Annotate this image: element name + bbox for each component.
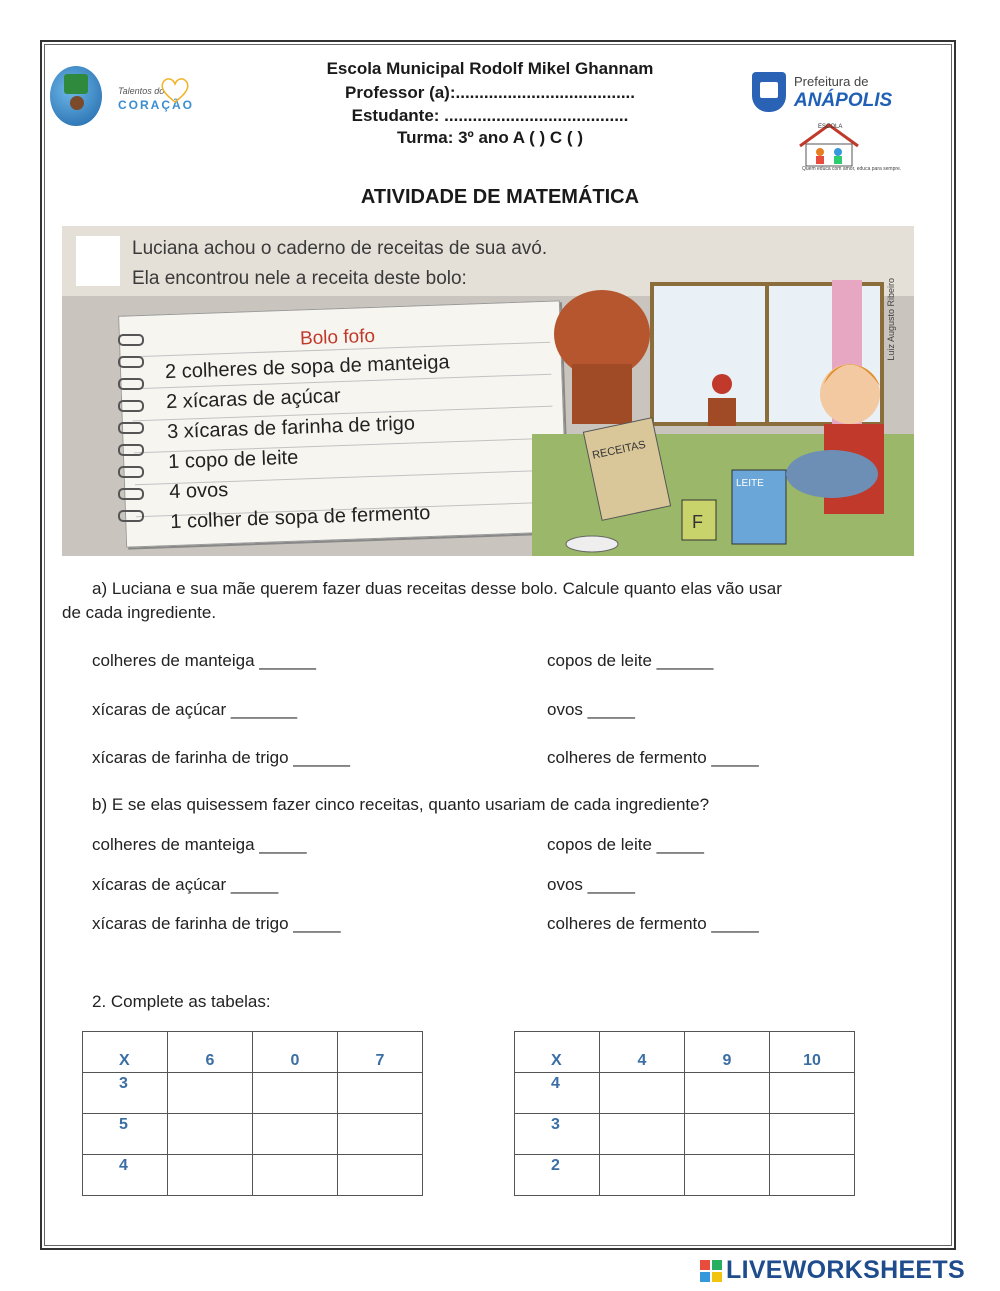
escola-label: ESCOLA (818, 124, 843, 130)
book-label: RECEITAS (591, 438, 647, 462)
prefeitura-label: Prefeitura de (794, 74, 869, 89)
book-icon (64, 74, 88, 94)
column-header: 7 (338, 1032, 423, 1073)
answer-b-leite[interactable]: copos de leite _____ (547, 835, 704, 854)
spiral-ring (118, 378, 144, 390)
cup (566, 536, 618, 552)
answer-cell[interactable] (685, 1073, 770, 1114)
column-header: 4 (600, 1032, 685, 1073)
answer-cell[interactable] (600, 1114, 685, 1155)
table-corner: X (83, 1032, 168, 1073)
answer-b-manteiga[interactable]: colheres de manteiga _____ (92, 835, 307, 854)
answer-a-farinha[interactable]: xícaras de farinha de trigo ______ (92, 748, 351, 767)
column-header: 6 (168, 1032, 253, 1073)
answer-cell[interactable] (685, 1155, 770, 1196)
answer-cell[interactable] (168, 1114, 253, 1155)
child-icon (70, 96, 84, 110)
ingredient-item: 2 xícaras de açúcar (165, 385, 341, 414)
answer-cell[interactable] (338, 1155, 423, 1196)
liveworksheets-label: LIVEWORKSHEETS (726, 1256, 965, 1284)
multiplication-table-2 (514, 1031, 855, 1196)
recipe-illustration (62, 226, 914, 556)
answer-cell[interactable] (770, 1073, 855, 1114)
multiplication-table-1 (82, 1031, 423, 1196)
anapolis-label: ANÁPOLIS (794, 90, 893, 111)
answer-cell[interactable] (685, 1114, 770, 1155)
answer-a-leite[interactable]: copos de leite ______ (547, 651, 714, 670)
answer-a-acucar[interactable]: xícaras de açúcar _______ (92, 700, 298, 719)
row-header: 3 (83, 1073, 168, 1114)
answer-cell[interactable] (338, 1073, 423, 1114)
recipe-notebook (118, 300, 568, 547)
spiral-ring (118, 422, 144, 434)
logo-square-icon (700, 1260, 710, 1270)
column-header: 10 (770, 1032, 855, 1073)
answer-cell[interactable] (770, 1155, 855, 1196)
answer-cell[interactable] (253, 1073, 338, 1114)
casa-motto: Quem educa com amor, educa para sempre. (802, 166, 902, 172)
answer-a-fermento[interactable]: colheres de fermento _____ (547, 748, 759, 767)
row-header: 4 (515, 1073, 600, 1114)
question-a-line-2: de cada ingrediente. (62, 603, 217, 622)
ingredient-item: 2 colheres de sopa de manteiga (164, 351, 450, 384)
answer-cell[interactable] (168, 1073, 253, 1114)
illustrator-credit: Luiz Augusto Ribeiro (886, 278, 896, 361)
row-header: 2 (515, 1155, 600, 1196)
question-2-text: 2. Complete as tabelas: (92, 992, 271, 1011)
spiral-ring (118, 466, 144, 478)
spiral-ring (118, 488, 144, 500)
class-field[interactable]: Turma: 3º ano A ( ) C ( ) (397, 128, 583, 147)
talentos-label: Talentos do (118, 86, 165, 96)
ingredient-item: 3 xícaras de farinha de trigo (166, 412, 416, 444)
answer-cell[interactable] (168, 1155, 253, 1196)
logo-square-icon (712, 1272, 722, 1282)
heart-icon (158, 76, 192, 104)
student-field[interactable]: Estudante: ....................................... (351, 106, 629, 125)
recipe-title: Bolo fofo (299, 325, 376, 350)
ingredient-item: 4 ovos (168, 479, 229, 504)
spiral-ring (118, 444, 144, 456)
ingredient-item: 1 colher de sopa de fermento (169, 502, 431, 534)
spiral-ring (118, 334, 144, 346)
row-header: 4 (83, 1155, 168, 1196)
answer-cell[interactable] (253, 1155, 338, 1196)
answer-cell[interactable] (338, 1114, 423, 1155)
number-box (76, 236, 120, 286)
page-title: ATIVIDADE DE MATEMÁTICA (360, 186, 640, 208)
answer-cell[interactable] (253, 1114, 338, 1155)
row-header: 3 (515, 1114, 600, 1155)
column-header: 0 (253, 1032, 338, 1073)
answer-cell[interactable] (600, 1155, 685, 1196)
row-header: 5 (83, 1114, 168, 1155)
answer-b-ovos[interactable]: ovos _____ (547, 875, 635, 894)
ingredient-item: 1 copo de leite (167, 446, 299, 474)
educar-logo (50, 66, 102, 126)
answer-cell[interactable] (770, 1114, 855, 1155)
answer-a-manteiga[interactable]: colheres de manteiga ______ (92, 651, 316, 670)
anapolis-crest-icon (752, 72, 786, 112)
mixing-bowl (786, 450, 878, 498)
kitchen-scene (532, 274, 914, 556)
intro-line-1: Luciana achou o caderno de receitas de sua avó. (132, 238, 548, 259)
answer-cell[interactable] (600, 1073, 685, 1114)
answer-a-ovos[interactable]: ovos _____ (547, 700, 635, 719)
intro-line-2: Ela encontrou nele a receita deste bolo: (132, 268, 467, 289)
table-corner: X (515, 1032, 600, 1073)
answer-b-farinha[interactable]: xícaras de farinha de trigo _____ (92, 914, 341, 933)
logo-square-icon (700, 1272, 710, 1282)
coracao-label: CORAÇÃO (118, 98, 194, 112)
logo-square-icon (712, 1260, 722, 1270)
question-b-text: b) E se elas quisessem fazer cinco receitas, quanto usariam de cada ingrediente? (92, 795, 710, 814)
answer-b-fermento[interactable]: colheres de fermento _____ (547, 914, 759, 933)
flower (712, 374, 732, 394)
spiral-ring (118, 510, 144, 522)
answer-b-acucar[interactable]: xícaras de açúcar _____ (92, 875, 279, 894)
spiral-ring (118, 356, 144, 368)
milk-label: LEITE (736, 478, 764, 489)
question-a-line-1: a) Luciana e sua mãe querem fazer duas receitas desse bolo. Calcule quanto elas vão usar (92, 579, 782, 598)
yeast-box-letter: F (692, 512, 703, 532)
teacher-field[interactable]: Professor (a):...................................... (344, 83, 635, 102)
spiral-ring (118, 400, 144, 412)
school-name: Escola Municipal Rodolf Mikel Ghannam (326, 59, 654, 78)
column-header: 9 (685, 1032, 770, 1073)
